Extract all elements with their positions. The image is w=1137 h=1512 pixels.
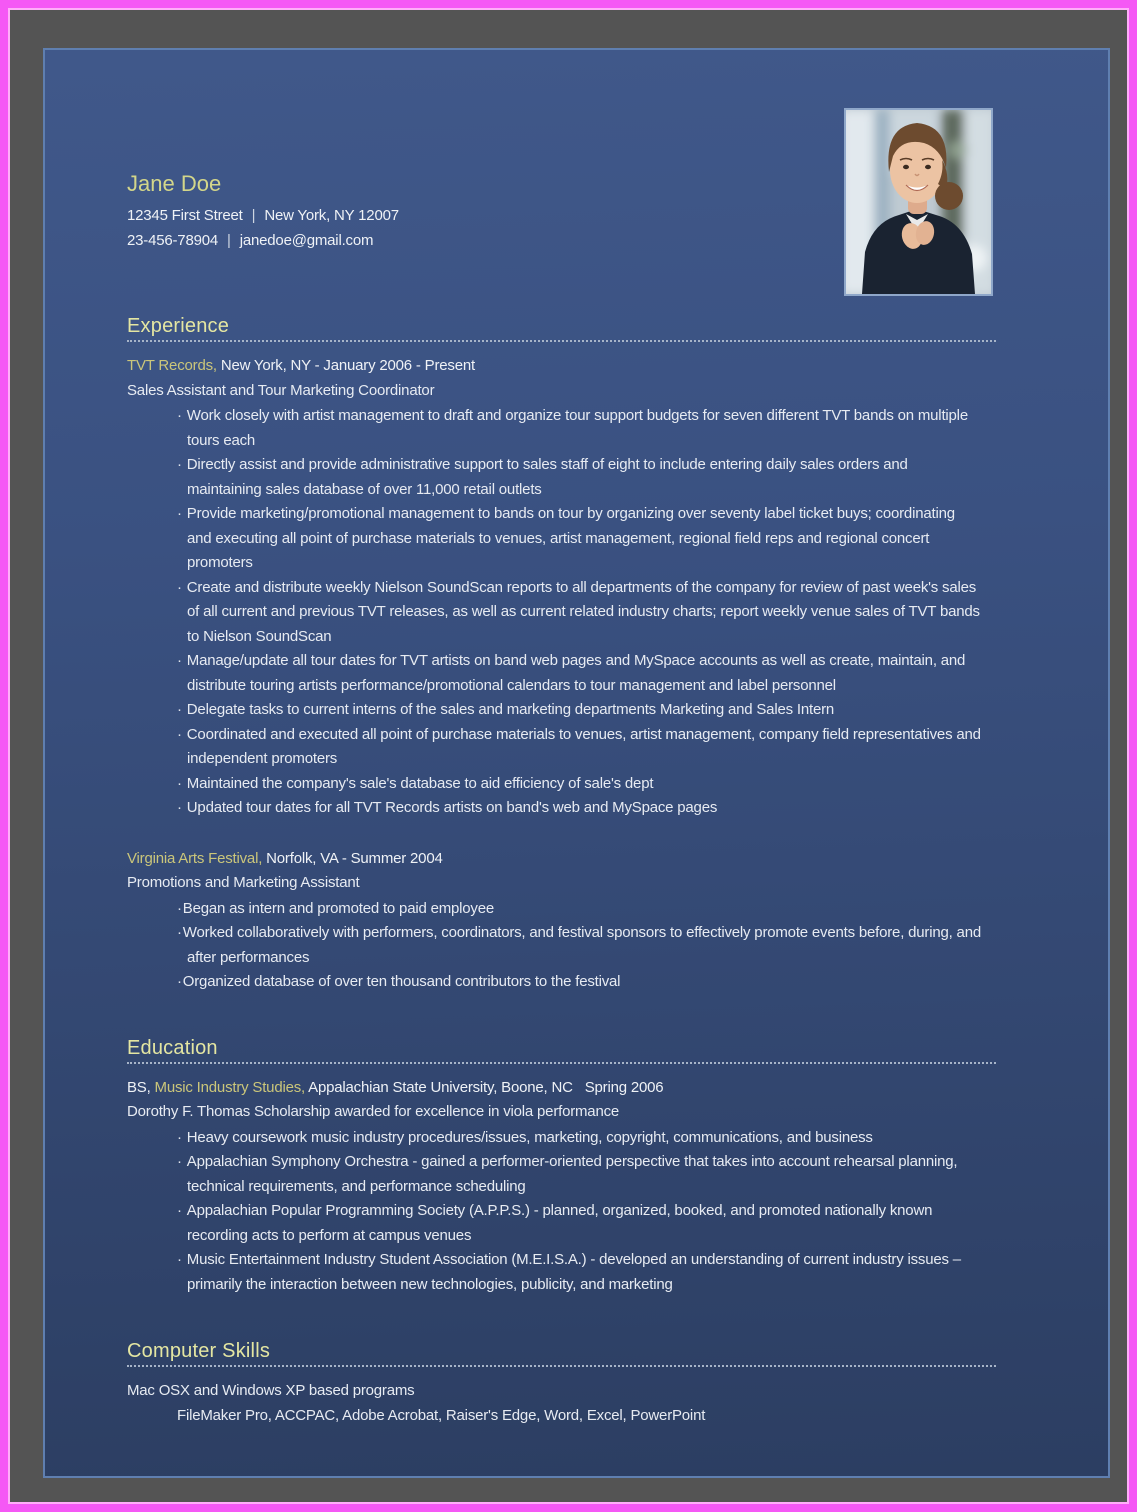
employer-name: TVT Records, xyxy=(127,357,217,374)
list-item xyxy=(177,698,983,723)
experience-title: Experience xyxy=(127,315,230,337)
list-item xyxy=(177,897,983,922)
list-item xyxy=(177,404,983,453)
job-headline xyxy=(127,847,996,872)
bullet-text: Delegate tasks to current interns of the sales and marketing departments Marketing and Sales Intern xyxy=(186,701,835,718)
bullet-text: Heavy coursework music industry procedures/issues, marketing, copyright, communications, and business xyxy=(186,1128,873,1146)
computer-skills-section xyxy=(127,1338,996,1428)
bullet-text: Manage/update all tour dates for TVT artists on band web pages and MySpace accounts as well as create, maintain, and distribute touring artists performance/promotional calendars to tour management and label personnel xyxy=(186,652,966,694)
phone-number: 23-456-78904 xyxy=(127,232,219,249)
list-item xyxy=(177,1248,983,1297)
resume-content xyxy=(45,50,1108,1476)
contact-separator: | xyxy=(227,232,231,249)
job-location-dates: New York, NY - January 2006 - Present xyxy=(216,357,475,374)
list-item xyxy=(177,453,983,502)
skills-programs-line: FileMaker Pro, ACCPAC, Adobe Acrobat, Raiser's Edge, Word, Excel, PowerPoint xyxy=(177,1406,706,1424)
experience-section xyxy=(127,313,996,995)
address-line xyxy=(127,203,996,228)
job-entry xyxy=(127,354,996,821)
list-item xyxy=(177,1126,983,1151)
job-bullet-list xyxy=(127,897,983,995)
education-section xyxy=(127,1035,996,1298)
list-item xyxy=(177,772,983,797)
address-separator: | xyxy=(251,207,256,224)
job-headline xyxy=(127,354,996,379)
list-item xyxy=(177,1199,983,1248)
graduation-term: Spring 2006 xyxy=(584,1078,664,1096)
bullet-text: Create and distribute weekly Nielson SoundScan reports to all departments of the company for review of past week's sales of all current and previous TVT releases, as well as current related industry charts; report weekly venue sales of TVT bands to Nielson SoundScan xyxy=(186,578,980,645)
bullet-text: Provide marketing/promotional management to bands on tour by organizing over seventy label ticket buys; coordinating and executing all point of purchase materials to venues, artist management, regional field reps and regional concert promoters xyxy=(186,505,955,571)
school-name: Appalachian State University, Boone, NC xyxy=(305,1078,573,1096)
bullet-text: Appalachian Symphony Orchestra - gained a performer-oriented perspective that takes into account rehearsal planning, technical requirements, and performance scheduling xyxy=(186,1153,958,1195)
bullet-text: Appalachian Popular Programming Society (A.P.P.S.) - planned, organized, booked, and promoted nationally known recording acts to perform at campus venues xyxy=(186,1202,933,1244)
job-location-dates: Norfolk, VA - Summer 2004 xyxy=(262,849,443,867)
bullet-text: Music Entertainment Industry Student Association (M.E.I.S.A.) - developed an understanding of current industry issues – primarily the interaction between new technologies, publicity, and marketing xyxy=(186,1251,961,1293)
bullet-text: Began as intern and promoted to paid employee xyxy=(182,899,495,917)
job-role: Sales Assistant and Tour Marketing Coordinator xyxy=(127,381,435,399)
job-role: Promotions and Marketing Assistant xyxy=(127,874,360,891)
education-bullet-list xyxy=(127,1126,983,1298)
list-item xyxy=(177,970,983,995)
list-item xyxy=(177,576,983,650)
city-state-zip: New York, NY 12007 xyxy=(264,207,399,224)
email-address: janedoe@gmail.com xyxy=(239,232,374,249)
candidate-name: Jane Doe xyxy=(127,171,222,196)
bullet-text: Worked collaboratively with performers, coordinators, and festival sponsors to effectively promote events before, during, and after performances xyxy=(182,924,981,966)
degree-program: Music Industry Studies, xyxy=(150,1078,306,1096)
resume-panel xyxy=(43,48,1110,1478)
contact-line xyxy=(127,228,996,253)
skills-platforms-line: Mac OSX and Windows XP based programs xyxy=(127,1382,415,1399)
street-address: 12345 First Street xyxy=(127,207,243,224)
list-item xyxy=(177,723,983,772)
bullet-text: Updated tour dates for all TVT Records artists on band's web and MySpace pages xyxy=(186,799,718,816)
job-bullet-list xyxy=(127,404,983,821)
bullet-text: Work closely with artist management to draft and organize tour support budgets for seven different TVT bands on multiple tours each xyxy=(186,407,968,449)
bullet-text: Organized database of over ten thousand contributors to the festival xyxy=(182,973,621,990)
list-item xyxy=(177,649,983,698)
bullet-text: Coordinated and executed all point of purchase materials to venues, artist management, company field representatives and independent promoters xyxy=(186,725,981,767)
bullet-text: Maintained the company's sale's database to aid efficiency of sale's dept xyxy=(186,774,654,792)
list-item xyxy=(177,1150,983,1199)
bullet-text: Directly assist and provide administrative support to sales staff of eight to include entering daily sales orders and maintaining sales database of over 11,000 retail outlets xyxy=(186,456,908,498)
list-item xyxy=(177,921,983,970)
computer-skills-title: Computer Skills xyxy=(127,1340,271,1362)
degree-abbrev: BS, xyxy=(127,1078,151,1096)
resume-header xyxy=(127,50,996,253)
experience-heading-rule xyxy=(127,313,996,342)
scholarship-line: Dorothy F. Thomas Scholarship awarded for excellence in viola performance xyxy=(127,1103,620,1120)
education-title: Education xyxy=(127,1036,218,1059)
list-item xyxy=(177,502,983,576)
computer-skills-heading-rule xyxy=(127,1338,996,1367)
employer-name: Virginia Arts Festival, xyxy=(127,849,263,867)
education-heading-rule xyxy=(127,1035,996,1064)
degree-line xyxy=(127,1076,996,1101)
list-item xyxy=(177,796,983,821)
job-entry xyxy=(127,847,996,995)
